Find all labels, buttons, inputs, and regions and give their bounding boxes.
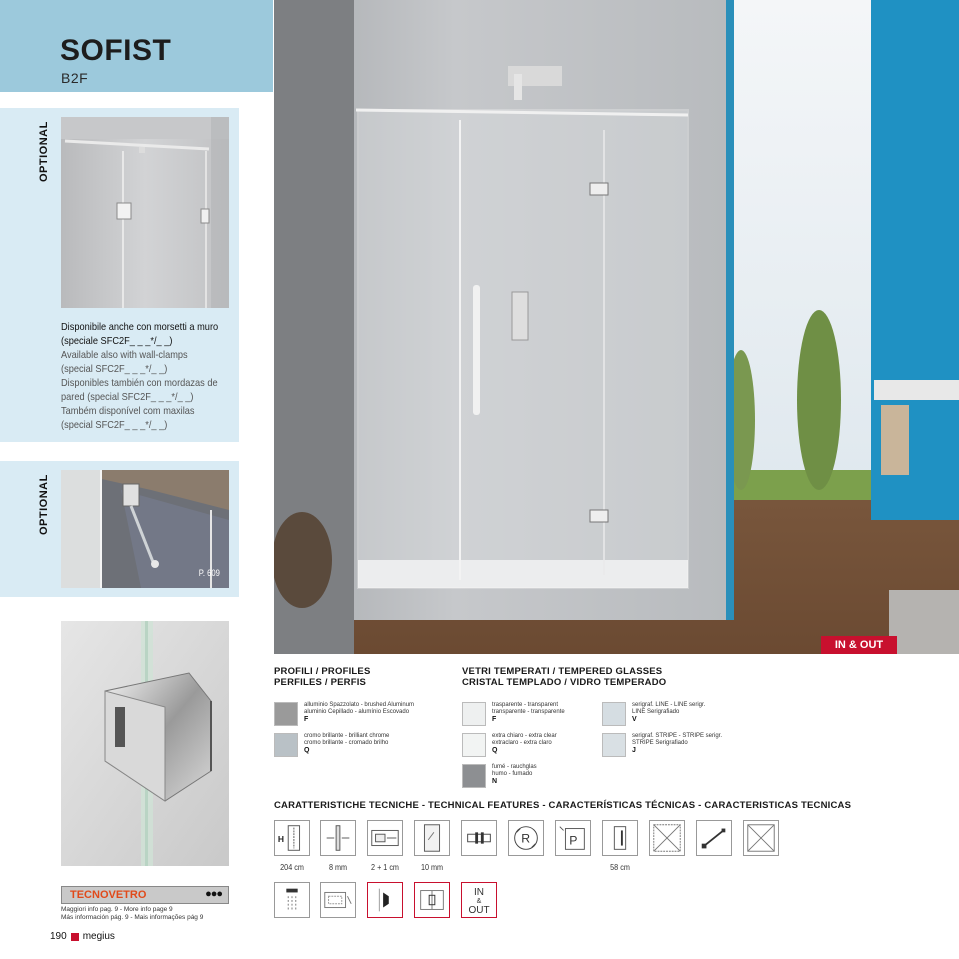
shower-head-icon (274, 882, 310, 918)
corner-panel-icon (743, 820, 779, 856)
page-footer (50, 931, 115, 942)
glass-line: humo - fumado (492, 771, 533, 777)
height-letter: H (277, 833, 284, 844)
hinge-icon (461, 820, 497, 856)
product-title: SOFIST (60, 34, 172, 67)
profile-line: aluminio Cepillado - alumínio Escovado (304, 709, 410, 715)
page-reference: P. 609 (198, 568, 220, 578)
profile-text (304, 733, 389, 754)
adjustment-icon (367, 820, 403, 856)
profile-item (274, 702, 414, 726)
glass-line: transparente - transparente (492, 709, 565, 715)
door-caption: 58 cm (610, 862, 630, 872)
r-letter: R (521, 831, 531, 846)
desc-line-pt-2: (special SFC2F_ _ _*/_ _) (61, 419, 168, 431)
desc-line-it-1: Disponibile anche con morsetti a muro (61, 321, 219, 333)
glass-line: serigraf. STRIPE - STRIPE serigr. (632, 733, 723, 739)
product-subtitle: B2F (61, 70, 89, 86)
glass-line: extraclaro - extra claro (492, 740, 552, 746)
glass-line: trasparente - transparent (492, 702, 559, 708)
glass-code: N (492, 778, 498, 785)
page-number: 190 (50, 931, 67, 942)
tray-icon (320, 882, 356, 918)
profile-code: F (304, 716, 309, 723)
thickness-caption: 8 mm (328, 862, 348, 872)
glass-line: STRIPE Serigrafiado (632, 740, 688, 746)
height-caption: 204 cm (280, 862, 304, 872)
glass-code: J (632, 747, 636, 754)
glass-text (492, 702, 565, 723)
protection-icon (555, 820, 591, 856)
glass-item (602, 733, 722, 757)
desc-line-it-2: (speciale SFC2F_ _ _*/_ _) (61, 335, 173, 347)
glass-swatch (462, 764, 486, 788)
profile-line: alluminio Spazzolato - brushed Aluminum (304, 702, 415, 708)
opening-icon (414, 882, 450, 918)
technical-heading: CARATTERISTICHE TECNICHE - TECHNICAL FEATURES - CARACTERÍSTICAS TÉCNICAS - CARACTERISTICAS TECNICAS (274, 800, 852, 811)
tecnovetro-banner (61, 886, 229, 904)
glass-text (632, 733, 722, 754)
in-out-icon (461, 882, 497, 918)
glasses-heading (462, 666, 666, 688)
wall-bar-icon (696, 820, 732, 856)
tecnovetro-label: TECNOVETRO (70, 889, 147, 901)
fixed-panel-icon (649, 820, 685, 856)
glasses-heading-line: CRISTAL TEMPLADO / VIDRO TEMPERADO (462, 677, 667, 688)
glasses-heading-line: VETRI TEMPERATI / TEMPERED GLASSES (462, 666, 663, 677)
profiles-heading-line: PROFILI / PROFILES (274, 666, 371, 677)
profiles-heading (274, 666, 371, 688)
seal-icon (367, 882, 403, 918)
profile-line: cromo brillante - cromado brilho (304, 740, 389, 746)
desc-line-pt-1: Também disponível com maxilas (61, 405, 195, 417)
glass-text (632, 702, 705, 723)
brand-logo-icon (71, 933, 79, 941)
glass-text (492, 764, 537, 785)
glass-item (462, 764, 537, 788)
glass-code: V (632, 716, 637, 723)
in-label: IN (474, 887, 484, 898)
glass-swatch (462, 733, 486, 757)
profiles-heading-line: PERFILES / PERFIS (274, 677, 367, 688)
glass-line: serigraf. LINE - LINE serigr. (632, 702, 706, 708)
adjust-caption: 2 + 1 cm (371, 862, 399, 872)
profile-item (274, 733, 389, 757)
glass-swatch (602, 702, 626, 726)
glass-item (462, 733, 557, 757)
reversible-icon (508, 820, 544, 856)
hinge-detail-photo (61, 621, 229, 866)
glass-code: Q (492, 747, 498, 754)
optional-label: OPTIONAL (38, 474, 50, 535)
profile-line: cromo brillante - brilliant chrome (304, 733, 390, 739)
glass-item (602, 702, 705, 726)
height-icon (274, 820, 310, 856)
brand-name: megius (82, 931, 115, 942)
in-out-badge: IN & OUT (821, 636, 897, 654)
profile-swatch (274, 702, 298, 726)
glass-line: fumé - rauchglas (492, 764, 537, 770)
profile-text (304, 702, 414, 723)
desc-line-es-1: Disponibles también con mordazas de (61, 377, 218, 389)
wall-clamp-photo (61, 117, 229, 308)
amp-label: & (476, 898, 482, 905)
out-label: OUT (468, 905, 490, 916)
desc-line-en-1: Available also with wall-clamps (61, 349, 188, 361)
profile-code: Q (304, 747, 310, 754)
glass-item (462, 702, 565, 726)
optional-label: OPTIONAL (38, 121, 50, 182)
glass-line: extra chiaro - extra clear (492, 733, 557, 739)
tecnovetro-info (61, 906, 203, 921)
profile-thickness-icon (320, 820, 356, 856)
glass-line: LINE Serigrafiado (632, 709, 680, 715)
tecnovetro-info-line: Maggiori info pag. 9 - More info page 9 (61, 906, 173, 913)
glass-text (492, 733, 557, 754)
tecnovetro-rating: ●●● (205, 888, 222, 900)
glass-code: F (492, 716, 497, 723)
desc-line-es-2: pared (special SFC2F_ _ _*/_ _) (61, 391, 194, 403)
profile-swatch (274, 733, 298, 757)
optional-description (61, 320, 237, 432)
desc-line-en-2: (special SFC2F_ _ _*/_ _) (61, 363, 168, 375)
glass-treatment-photo (61, 470, 229, 588)
tecnovetro-info-line: Más información pág. 9 - Mais informações pág 9 (61, 913, 204, 921)
glass-thickness-icon (414, 820, 450, 856)
glass-caption: 10 mm (420, 862, 444, 872)
in-out-icon-text (462, 887, 496, 916)
glass-swatch (602, 733, 626, 757)
shower-hero-photo (274, 0, 959, 654)
glass-swatch (462, 702, 486, 726)
door-width-icon (602, 820, 638, 856)
p-letter: P (569, 833, 578, 848)
